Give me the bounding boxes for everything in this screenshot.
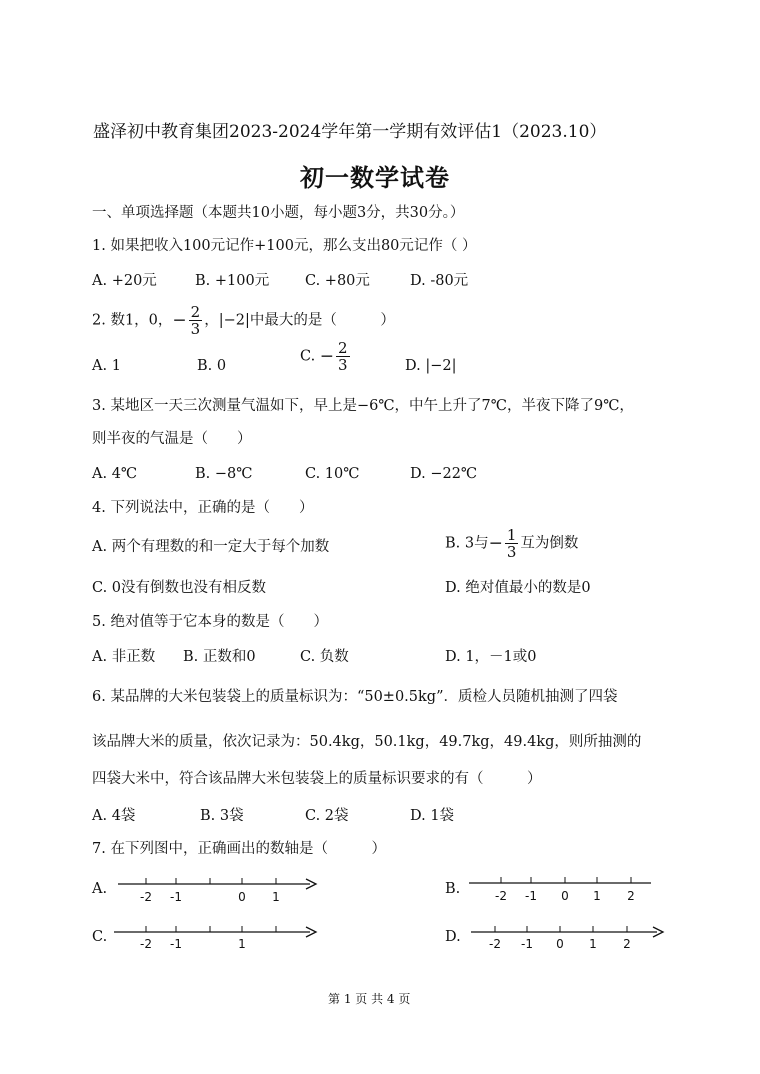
q5-option-c: C. 负数 [300, 649, 349, 665]
q4-option-c: C. 0没有倒数也没有相反数 [92, 580, 267, 596]
q3-option-a: A. 4℃ [92, 466, 138, 482]
q4-option-b-den: 3 [506, 543, 517, 561]
q6-option-a: A. 4袋 [92, 808, 136, 824]
number-line-c [110, 920, 325, 956]
number-line-d [465, 920, 670, 956]
axis-b-label: B. [445, 881, 461, 897]
paper-title: 初一数学试卷 [300, 163, 450, 192]
q2-neg-sign: − [172, 310, 187, 331]
axis_a-tick-label: 1 [272, 890, 280, 904]
q5-option-d: D. 1，－1或0 [445, 649, 537, 665]
axis_c-tick-label: 1 [238, 937, 246, 951]
axis_d-tick-label: 0 [556, 937, 564, 951]
q5-option-a: A. 非正数 [92, 649, 156, 665]
axis_a-tick-label: -1 [170, 890, 182, 904]
axis_d-tick-label: 2 [623, 937, 631, 951]
q3-option-d: D. −22℃ [410, 466, 478, 482]
q3-option-b: B. −8℃ [195, 466, 253, 482]
q2-option-c [300, 340, 352, 373]
q7-stem: 7. 在下列图中，正确画出的数轴是（ ） [92, 841, 386, 857]
axis_d-tick-label: -1 [521, 937, 533, 951]
q6-line2: 该品牌大米的质量，依次记录为：50.4kg，50.1kg，49.7kg，49.4kg，则所抽测的 [92, 734, 642, 750]
axis_b-tick-label: 1 [593, 889, 601, 903]
q2-option-b: B. 0 [197, 358, 227, 374]
q3-line2: 则半夜的气温是（ ） [92, 431, 252, 447]
q5-option-b: B. 正数和0 [183, 649, 256, 665]
axis_d-tick-label: 1 [589, 937, 597, 951]
axis_a-tick-label: -2 [140, 890, 152, 904]
q2-option-c-num: 2 [338, 339, 348, 357]
axis_b-tick-label: 0 [561, 889, 569, 903]
q4-stem: 4. 下列说法中，正确的是（ ） [92, 500, 314, 516]
q1-option-c: C. +80元 [305, 273, 370, 289]
page-number: 第 1 页 共 4 页 [328, 992, 411, 1006]
q2-stem-suffix: ，|−2|中最大的是（ ） [204, 312, 395, 329]
axis_a-tick-label: 0 [238, 890, 246, 904]
number-line-b [465, 872, 660, 908]
q2-option-c-neg: − [319, 346, 335, 367]
q4-option-b-neg: − [488, 533, 503, 554]
axis_c-tick-label: -2 [140, 937, 152, 951]
q2-option-c-label: C. [300, 348, 316, 365]
q2-option-c-den: 3 [338, 356, 348, 374]
q2-fraction [189, 304, 203, 337]
q4-option-a: A. 两个有理数的和一定大于每个加数 [92, 539, 330, 555]
axis_d-tick-label: -2 [489, 937, 501, 951]
exam-title: 盛泽初中教育集团2023-2024学年第一学期有效评估1（2023.10） [93, 122, 607, 142]
axis_c-tick-label: -1 [170, 937, 182, 951]
q1-option-d: D. -80元 [410, 273, 469, 289]
q1-option-a: A. +20元 [92, 273, 157, 289]
q6-option-c: C. 2袋 [305, 808, 349, 824]
q4-option-b-num: 1 [506, 526, 517, 544]
q1-stem: 1. 如果把收入100元记作+100元，那么支出80元记作（ ） [92, 238, 477, 254]
q1-option-b: B. +100元 [195, 273, 270, 289]
q4-option-b-fraction [505, 527, 519, 560]
q2-frac-den: 3 [190, 320, 201, 338]
q6-line1: 6. 某品牌的大米包装袋上的质量标识为：“50±0.5kg”．质检人员随机抽测了四袋 [92, 689, 618, 705]
q2-stem [92, 304, 395, 337]
q5-stem: 5. 绝对值等于它本身的数是（ ） [92, 614, 328, 630]
number-line-a [110, 872, 325, 908]
q2-stem-prefix: 2. 数1，0， [92, 312, 173, 329]
q3-line1: 3. 某地区一天三次测量气温如下，早上是−6℃，中午上升了7℃，半夜下降了9℃， [92, 398, 634, 414]
q4-option-b-prefix: B. 3与 [445, 535, 489, 552]
axis-c-label: C. [92, 929, 108, 945]
section-heading: 一、单项选择题（本题共10小题，每小题3分，共30分。） [92, 205, 465, 221]
q6-line3: 四袋大米中，符合该品牌大米包装袋上的质量标识要求的有（ ） [92, 771, 542, 787]
q2-frac-num: 2 [190, 303, 201, 321]
axis_b-tick-label: -1 [525, 889, 537, 903]
q6-option-d: D. 1袋 [410, 808, 455, 824]
axis_b-tick-label: 2 [627, 889, 635, 903]
q6-option-b: B. 3袋 [200, 808, 244, 824]
axis-d-label: D. [445, 929, 461, 945]
axis-a-label: A. [92, 881, 108, 897]
q4-option-b-suffix: 互为倒数 [520, 535, 579, 552]
q2-option-d: D. |−2| [405, 358, 457, 374]
q2-option-c-fraction [336, 340, 350, 373]
q2-option-a: A. 1 [92, 358, 121, 374]
axis_b-tick-label: -2 [495, 889, 507, 903]
q4-option-d: D. 绝对值最小的数是0 [445, 580, 591, 596]
q4-option-b [445, 527, 578, 560]
q3-option-c: C. 10℃ [305, 466, 360, 482]
